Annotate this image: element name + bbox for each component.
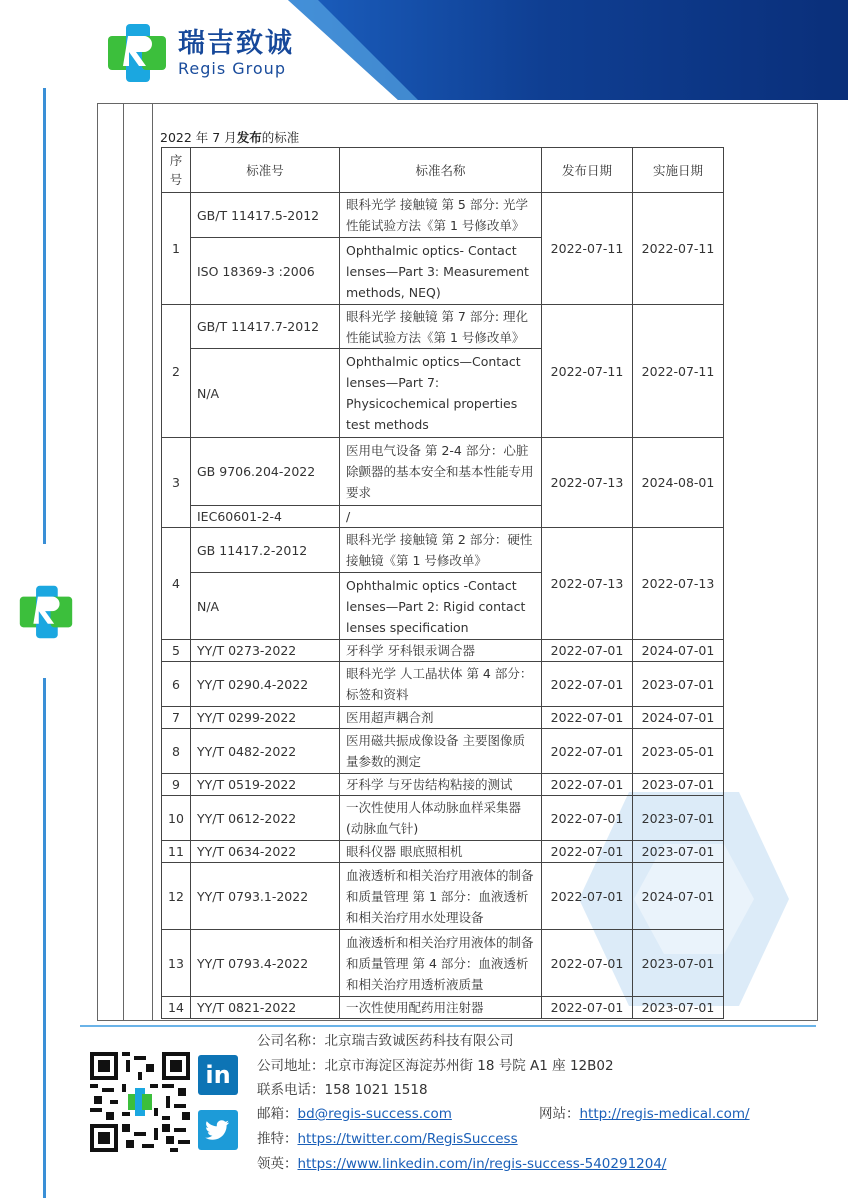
row-seq: 12 xyxy=(162,863,191,930)
table-row xyxy=(162,796,724,841)
table-row xyxy=(162,662,724,707)
row-number: GB/T 11417.7-2012 xyxy=(191,305,340,349)
twitter-link[interactable]: https://twitter.com/RegisSuccess xyxy=(297,1131,518,1147)
table-row xyxy=(162,774,724,796)
row-implement: 2023-07-01 xyxy=(633,930,724,997)
row-number: YY/T 0793.4-2022 xyxy=(191,930,340,997)
linkedin-icon-label: in xyxy=(205,1061,231,1089)
table-row xyxy=(162,438,724,506)
header-number: 标准号 xyxy=(191,148,340,193)
side-line-top xyxy=(43,88,46,544)
linkedin-link[interactable]: https://www.linkedin.com/in/regis-success-540291204/ xyxy=(297,1156,667,1172)
row-seq: 5 xyxy=(162,640,191,662)
row-release: 2022-07-11 xyxy=(542,193,633,305)
row-seq: 7 xyxy=(162,707,191,729)
row-name: 一次性使用配药用注射器 xyxy=(340,997,542,1019)
table-header-row xyxy=(162,148,724,193)
standards-table xyxy=(161,147,724,1019)
row-seq: 13 xyxy=(162,930,191,997)
footer-divider xyxy=(80,1025,816,1027)
table-row xyxy=(162,707,724,729)
row-number: N/A xyxy=(191,573,340,640)
email-link[interactable]: bd@regis-success.com xyxy=(297,1106,452,1122)
row-name: 牙科学 与牙齿结构粘接的测试 xyxy=(340,774,542,796)
row-implement: 2023-07-01 xyxy=(633,662,724,707)
footer-linkedin: 领英：https://www.linkedin.com/in/regis-success-540291204/ xyxy=(257,1156,667,1172)
row-name: 医用电气设备 第 2-4 部分：心脏除颤器的基本安全和基本性能专用要求 xyxy=(340,438,542,506)
header-corner-band xyxy=(288,0,848,100)
row-release: 2022-07-01 xyxy=(542,774,633,796)
row-number: YY/T 0273-2022 xyxy=(191,640,340,662)
section-title: 2022 年 7 月发布的标准 xyxy=(160,130,300,145)
linkedin-icon[interactable] xyxy=(198,1055,238,1095)
row-release: 2022-07-01 xyxy=(542,997,633,1019)
row-seq: 14 xyxy=(162,997,191,1019)
row-seq: 8 xyxy=(162,729,191,774)
row-implement: 2024-07-01 xyxy=(633,640,724,662)
row-seq: 2 xyxy=(162,305,191,438)
table-row xyxy=(162,930,724,997)
row-implement: 2022-07-11 xyxy=(633,193,724,305)
table-row xyxy=(162,305,724,349)
table-row xyxy=(162,729,724,774)
row-number: YY/T 0793.1-2022 xyxy=(191,863,340,930)
table-row xyxy=(162,997,724,1019)
row-release: 2022-07-11 xyxy=(542,305,633,438)
row-release: 2022-07-01 xyxy=(542,707,633,729)
table-row xyxy=(162,193,724,238)
row-number: YY/T 0519-2022 xyxy=(191,774,340,796)
row-number: GB/T 11417.5-2012 xyxy=(191,193,340,238)
row-seq: 4 xyxy=(162,528,191,640)
row-name: 眼科光学 人工晶状体 第 4 部分：标签和资料 xyxy=(340,662,542,707)
row-implement: 2023-07-01 xyxy=(633,774,724,796)
row-seq: 3 xyxy=(162,438,191,528)
header-implement: 实施日期 xyxy=(633,148,724,193)
row-implement: 2023-05-01 xyxy=(633,729,724,774)
row-name: 眼科光学 接触镜 第 7 部分: 理化性能试验方法《第 1 号修改单》 xyxy=(340,305,542,349)
row-release: 2022-07-01 xyxy=(542,640,633,662)
row-number: YY/T 0290.4-2022 xyxy=(191,662,340,707)
header-release: 发布日期 xyxy=(542,148,633,193)
row-name: Ophthalmic optics—Contact lenses—Part 7: Physicochemical properties test methods xyxy=(340,349,542,438)
row-release: 2022-07-01 xyxy=(542,841,633,863)
logo-chinese-name: 瑞吉致诚 xyxy=(178,28,294,59)
footer-email: 邮箱：bd@regis-success.com xyxy=(257,1106,452,1122)
row-number: IEC60601-2-4 xyxy=(191,506,340,528)
header-seq: 序号 xyxy=(162,148,191,193)
row-name: 眼科光学 接触镜 第 2 部分：硬性接触镜《第 1 号修改单》 xyxy=(340,528,542,573)
row-release: 2022-07-01 xyxy=(542,729,633,774)
row-seq: 1 xyxy=(162,193,191,305)
row-seq: 9 xyxy=(162,774,191,796)
row-seq: 10 xyxy=(162,796,191,841)
side-logo-icon xyxy=(18,584,74,640)
table-row xyxy=(162,640,724,662)
footer-company: 公司名称：北京瑞吉致诚医药科技有限公司 xyxy=(257,1033,514,1049)
row-number: YY/T 0299-2022 xyxy=(191,707,340,729)
row-name: 医用超声耦合剂 xyxy=(340,707,542,729)
row-release: 2022-07-13 xyxy=(542,528,633,640)
row-name: Ophthalmic optics- Contact lenses—Part 3: Measurement methods, NEQ) xyxy=(340,238,542,305)
row-implement: 2023-07-01 xyxy=(633,841,724,863)
footer-website: 网站：http://regis-medical.com/ xyxy=(539,1106,750,1122)
row-number: YY/T 0634-2022 xyxy=(191,841,340,863)
row-number: GB 9706.204-2022 xyxy=(191,438,340,506)
row-implement: 2023-07-01 xyxy=(633,796,724,841)
row-name: 血液透析和相关治疗用液体的制备和质量管理 第 1 部分：血液透析和相关治疗用水处理设备 xyxy=(340,863,542,930)
row-release: 2022-07-13 xyxy=(542,438,633,528)
footer-address: 公司地址：北京市海淀区海淀苏州街 18 号院 A1 座 12B02 xyxy=(257,1058,614,1074)
row-number: N/A xyxy=(191,349,340,438)
row-name: 血液透析和相关治疗用液体的制备和质量管理 第 4 部分：血液透析和相关治疗用透析液质量 xyxy=(340,930,542,997)
row-name: 眼科光学 接触镜 第 5 部分: 光学性能试验方法《第 1 号修改单》 xyxy=(340,193,542,238)
row-implement: 2024-08-01 xyxy=(633,438,724,528)
row-number: YY/T 0821-2022 xyxy=(191,997,340,1019)
row-name: / xyxy=(340,506,542,528)
website-link[interactable]: http://regis-medical.com/ xyxy=(579,1106,750,1122)
row-implement: 2022-07-13 xyxy=(633,528,724,640)
footer-twitter: 推特：https://twitter.com/RegisSuccess xyxy=(257,1131,518,1147)
regis-logo-icon xyxy=(106,22,168,84)
table-row xyxy=(162,863,724,930)
twitter-bird-icon xyxy=(198,1110,238,1150)
row-release: 2022-07-01 xyxy=(542,796,633,841)
row-number: GB 11417.2-2012 xyxy=(191,528,340,573)
row-seq: 11 xyxy=(162,841,191,863)
twitter-icon[interactable] xyxy=(198,1110,238,1150)
row-implement: 2024-07-01 xyxy=(633,863,724,930)
row-implement: 2024-07-01 xyxy=(633,707,724,729)
row-release: 2022-07-01 xyxy=(542,863,633,930)
side-line-bottom xyxy=(43,678,46,1198)
table-row xyxy=(162,841,724,863)
qr-code-icon[interactable] xyxy=(90,1052,190,1152)
row-release: 2022-07-01 xyxy=(542,662,633,707)
table-row xyxy=(162,528,724,573)
row-name: 医用磁共振成像设备 主要图像质量参数的测定 xyxy=(340,729,542,774)
row-release: 2022-07-01 xyxy=(542,930,633,997)
row-implement: 2023-07-01 xyxy=(633,997,724,1019)
company-logo xyxy=(106,22,294,84)
row-number: ISO 18369-3 :2006 xyxy=(191,238,340,305)
logo-english-name: Regis Group xyxy=(178,59,286,78)
row-number: YY/T 0612-2022 xyxy=(191,796,340,841)
row-name: 眼科仪器 眼底照相机 xyxy=(340,841,542,863)
row-name: 一次性使用人体动脉血样采集器(动脉血气针) xyxy=(340,796,542,841)
row-name: 牙科学 牙科银汞调合器 xyxy=(340,640,542,662)
row-seq: 6 xyxy=(162,662,191,707)
row-number: YY/T 0482-2022 xyxy=(191,729,340,774)
footer-phone: 联系电话：158 1021 1518 xyxy=(257,1082,428,1098)
row-name: Ophthalmic optics -Contact lenses—Part 2: Rigid contact lenses specification xyxy=(340,573,542,640)
row-implement: 2022-07-11 xyxy=(633,305,724,438)
header-name: 标准名称 xyxy=(340,148,542,193)
